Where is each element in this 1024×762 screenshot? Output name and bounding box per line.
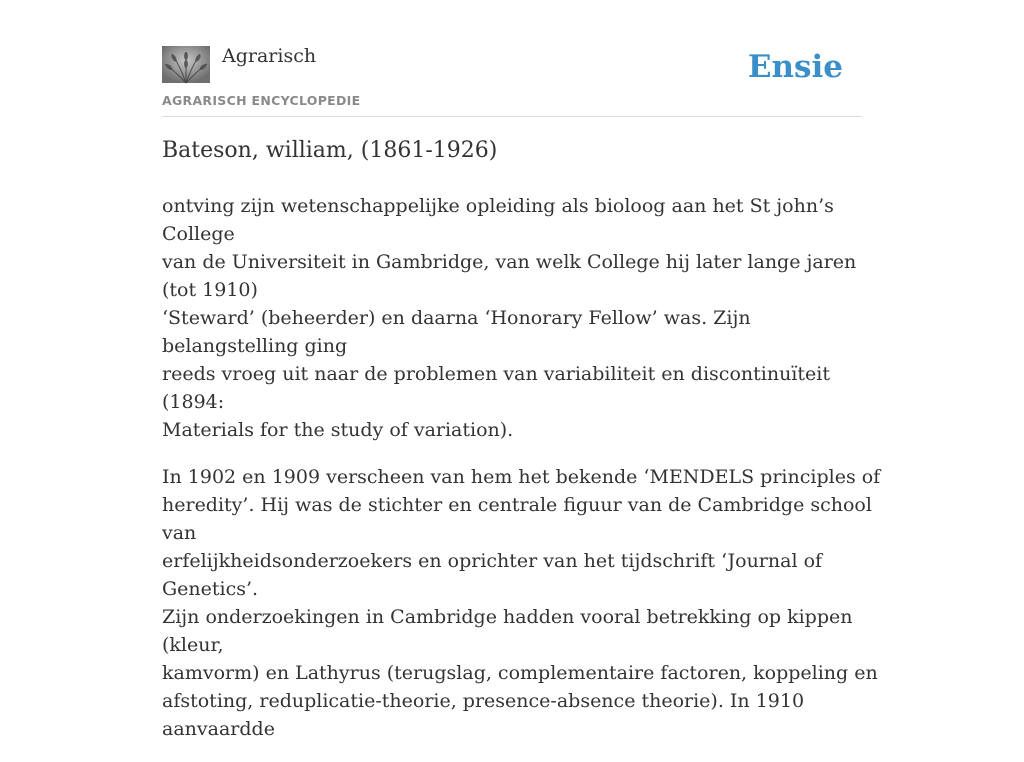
paragraph-line: ontving zijn wetenschappelijke opleiding als bioloog aan het St john’s College [162,195,834,245]
paragraph-line: Materials for the study of variation). [162,419,514,441]
source-name[interactable]: Agrarisch [222,45,317,67]
source-subtitle: AGRARISCH ENCYCLOPEDIE [162,93,361,108]
paragraph-line: afstoting, reduplicatie-theorie, presence-absence theorie). In 1910 aanvaardde [162,690,805,740]
article-paragraph-1 [162,192,882,444]
paragraph-line: kamvorm) en Lathyrus (terugslag, complementaire factoren, koppeling en [162,662,878,684]
ensie-logo-link[interactable]: Ensie [747,49,843,85]
paragraph-line: van de Universiteit in Gambridge, van welk College hij later lange jaren (tot 1910) [162,251,857,301]
paragraph-line: ‘Steward’ (beheerder) en daarna ‘Honorary Fellow’ was. Zijn belangstelling ging [162,307,751,357]
paragraph-line: heredity’. Hij was de stichter en centrale figuur van de Cambridge school van [162,494,872,544]
paragraph-line: Zijn onderzoekingen in Cambridge hadden vooral betrekking op kippen (kleur, [162,606,853,656]
article-title: Bateson, william, (1861-1926) [162,138,498,163]
article-paragraph-2 [162,463,882,743]
article-body [162,192,882,762]
wheat-icon [162,46,210,83]
header [162,40,862,117]
paragraph-line: reeds vroeg uit naar de problemen van variabiliteit en discontinuïteit (1894: [162,363,830,413]
paragraph-line: In 1902 en 1909 verscheen van hem het bekende ‘MENDELS principles of [162,466,881,488]
paragraph-line: erfelijkheidsonderzoekers en oprichter van het tijdschrift ‘Journal of Genetics’. [162,550,823,600]
